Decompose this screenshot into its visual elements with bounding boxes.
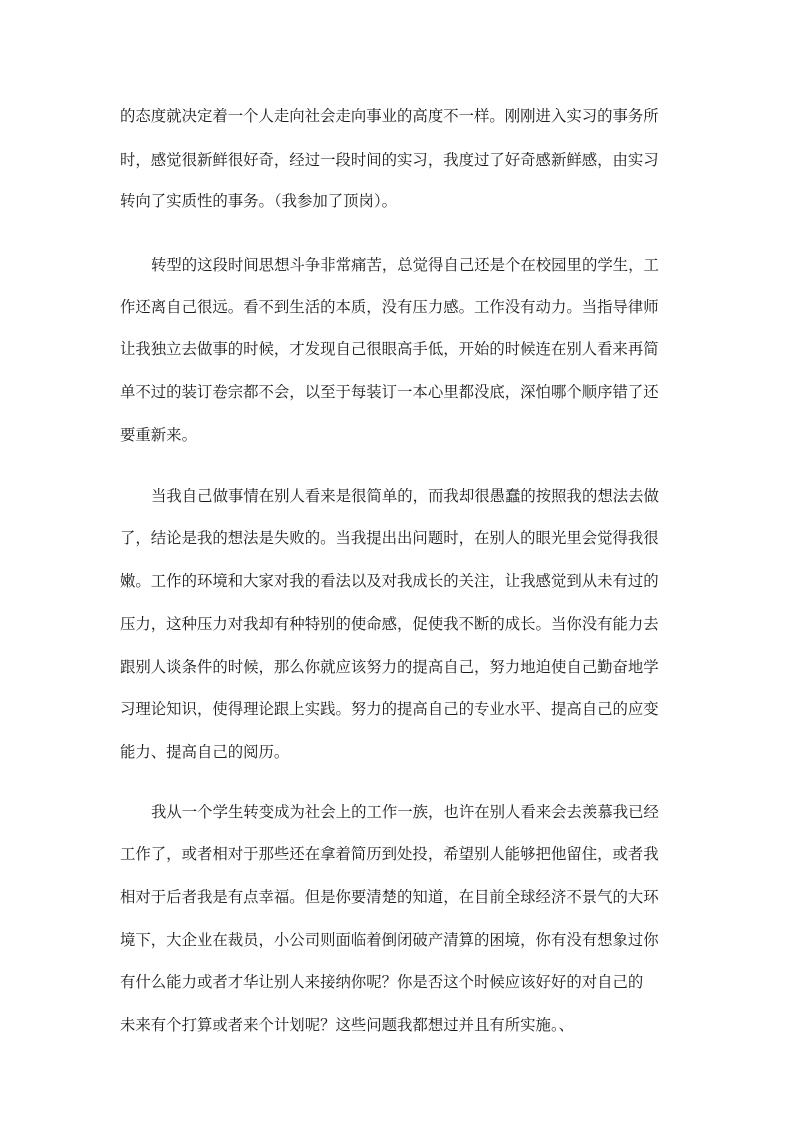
paragraph-2-line-4: 单不过的装订卷宗都不会，以至于每装订一本心里都没底，深怕哪个顺序错了还 [120, 383, 659, 401]
paragraph-3-line-6: 习理论知识，使得理论跟上实践。努力的提高自己的专业水平、提高自己的应变 [120, 700, 659, 718]
paragraph-2-line-3: 让我独立去做事的时候，才发现自己很眼高手低，开始的时候连在别人看来再简 [120, 340, 659, 358]
paragraph-3-line-2: 了，结论是我的想法是失败的。当我提出出问题时，在别人的眼光里会觉得我很 [120, 529, 659, 547]
paragraph-4-line-5: 有什么能力或者才华让别人来接纳你呢？你是否这个时候应该好好的对自己的 [120, 973, 644, 991]
paragraph-4-line-2: 工作了，或者相对于那些还在拿着简历到处投，希望别人能够把他留住，或者我 [120, 845, 659, 863]
paragraph-3-line-5: 跟别人谈条件的时候，那么你就应该努力的提高自己，努力地迫使自己勤奋地学 [120, 658, 659, 676]
paragraph-3-line-7: 能力、提高自己的阅历。 [120, 743, 290, 761]
paragraph-1-line-1: 的态度就决定着一个人走向社会走向事业的高度不一样。刚刚进入实习的事务所 [120, 107, 659, 125]
paragraph-2-line-5: 要重新来。 [120, 426, 197, 444]
paragraph-2-line-2: 作还离自己很远。看不到生活的本质，没有压力感。工作没有动力。当指导律师 [120, 298, 659, 316]
paragraph-3-line-4: 压力，这种压力对我却有种特别的使命感，促使我不断的成长。当你没有能力去 [120, 615, 659, 633]
paragraph-2-line-1: 转型的这段时间思想斗争非常痛苦，总觉得自己还是个在校园里的学生，工 [151, 256, 659, 274]
paragraph-1-line-3: 转向了实质性的事务。（我参加了顶岗）。 [120, 192, 398, 210]
paragraph-4-line-1: 我从一个学生转变成为社会上的工作一族，也许在别人看来会去羡慕我已经 [151, 803, 659, 821]
paragraph-1-line-2: 时，感觉很新鲜很好奇，经过一段时间的实习，我度过了好奇感新鲜感，由实习 [120, 151, 659, 169]
paragraph-4-line-6: 未来有个打算或者来个计划呢？这些问题我都想过并且有所实施。、 [120, 1016, 575, 1034]
paragraph-3-line-1: 当我自己做事情在别人看来是很简单的，而我却很愚蠢的按照我的想法去做 [151, 487, 659, 505]
paragraph-3-line-3: 嫩。工作的环境和大家对我的看法以及对我成长的关注，让我感觉到从未有过的 [120, 572, 659, 590]
paragraph-4-line-4: 境下，大企业在裁员，小公司则面临着倒闭破产清算的困境，你有没有想象过你 [120, 931, 659, 949]
paragraph-4-line-3: 相对于后者我是有点幸福。但是你要清楚的知道，在目前全球经济不景气的大环 [120, 888, 659, 906]
